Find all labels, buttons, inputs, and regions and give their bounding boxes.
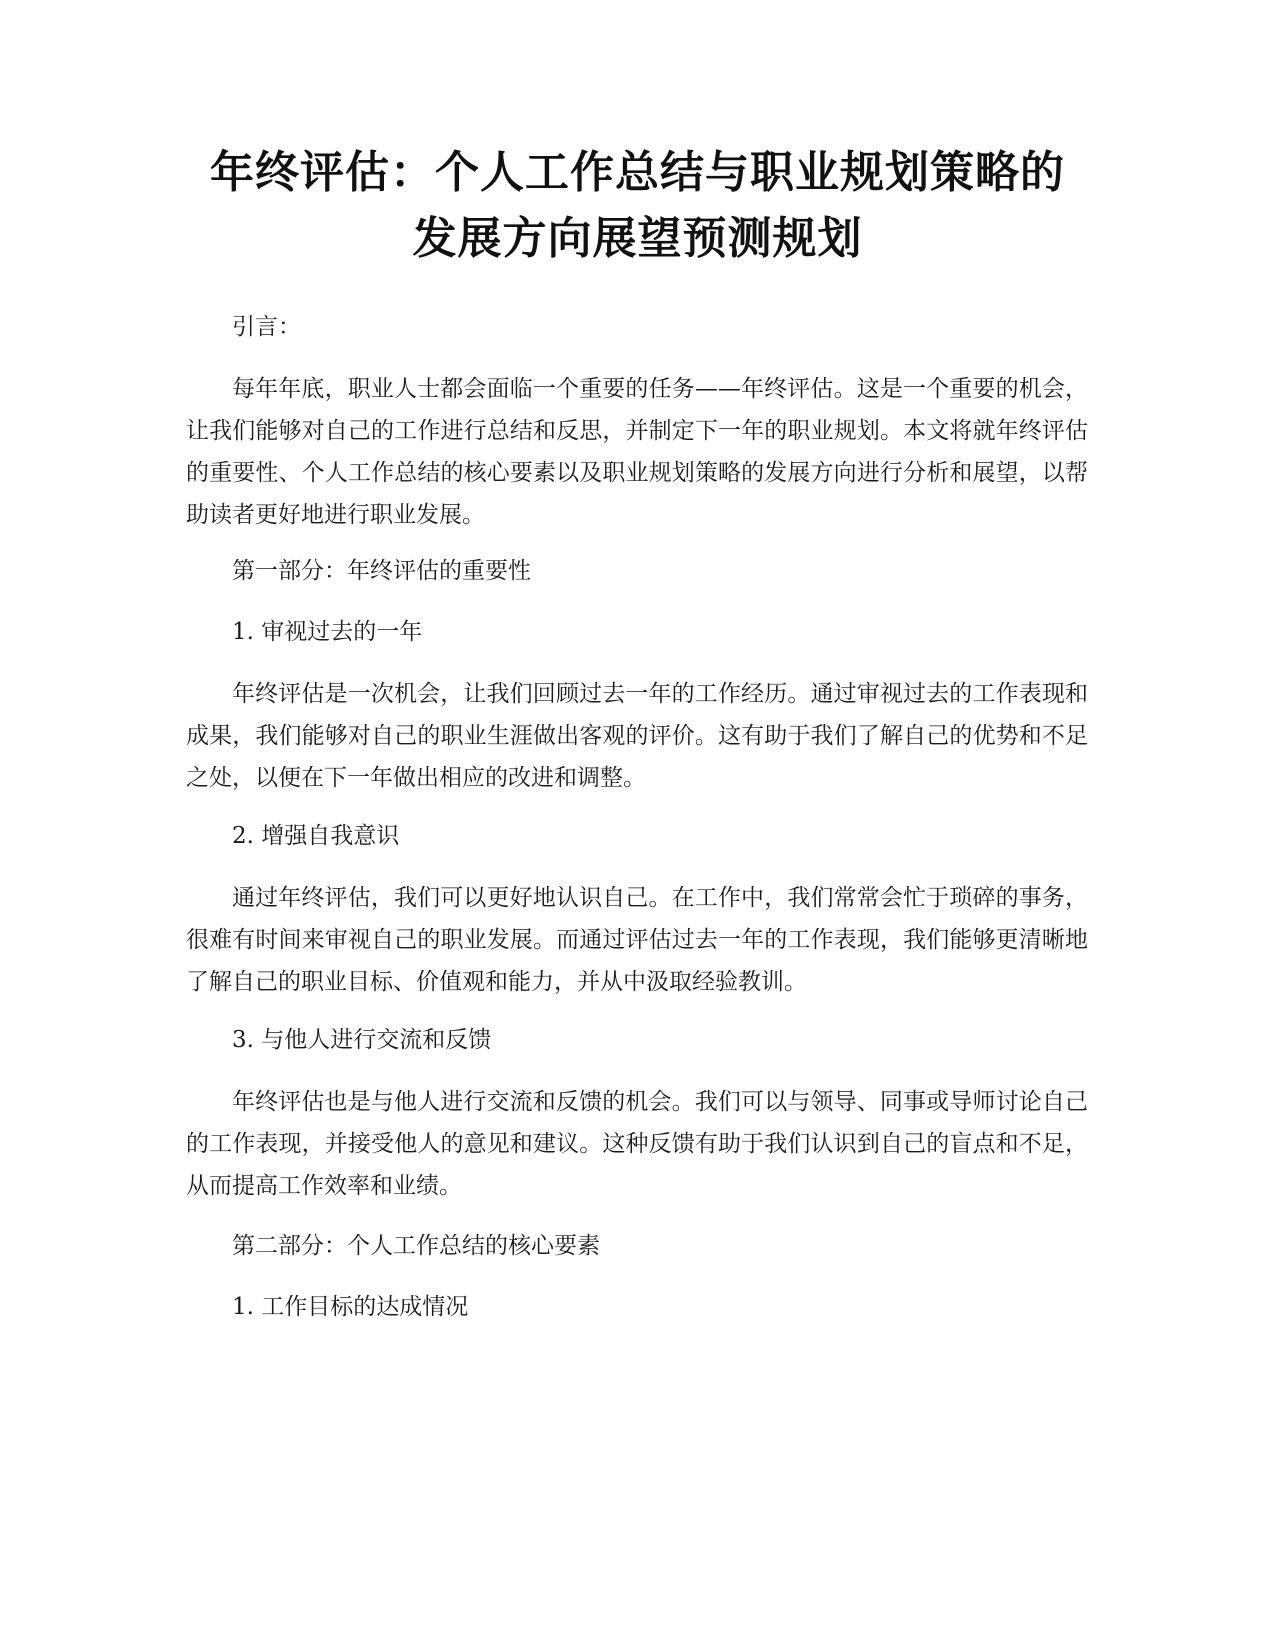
item2-heading: 2. 增强自我意识 <box>232 823 400 849</box>
item2-paragraph: 通过年终评估，我们可以更好地认识自己。在工作中，我们常常会忙于琐碎的事务，很难有时间来审视自己的职业发展。而通过评估过去一年的工作表现，我们能够更清晰地了解自己的职业目标、价值观和能力，并从中汲取经验教训。 <box>186 885 1088 995</box>
intro-paragraph: 每年年底，职业人士都会面临一个重要的任务——年终评估。这是一个重要的机会，让我们能够对自己的工作进行总结和反思，并制定下一年的职业规划。本文将就年终评估的重要性、个人工作总结的核心要素以及职业规划策略的发展方向进行分析和展望，以帮助读者更好地进行职业发展。 <box>186 376 1088 528</box>
item3-paragraph: 年终评估也是与他人进行交流和反馈的机会。我们可以与领导、同事或导师讨论自己的工作表现，并接受他人的意见和建议。这种反馈有助于我们认识到自己的盲点和不足，从而提高工作效率和业绩。 <box>186 1089 1088 1199</box>
item1-paragraph: 年终评估是一次机会，让我们回顾过去一年的工作经历。通过审视过去的工作表现和成果，我们能够对自己的职业生涯做出客观的评价。这有助于我们了解自己的优势和不足之处，以便在下一年做出相应的改进和调整。 <box>186 681 1088 791</box>
document-title <box>150 140 1125 272</box>
part1-heading: 第一部分：年终评估的重要性 <box>232 558 531 584</box>
part2-heading: 第二部分：个人工作总结的核心要素 <box>232 1233 600 1259</box>
item3-heading: 3. 与他人进行交流和反馈 <box>232 1027 492 1053</box>
title-line-1: 年终评估：个人工作总结与职业规划策略的 <box>210 147 1065 198</box>
item1-heading: 1. 审视过去的一年 <box>232 619 423 645</box>
intro-label: 引言： <box>232 314 301 340</box>
part2-item1-heading: 1. 工作目标的达成情况 <box>232 1294 469 1320</box>
title-line-2: 发展方向展望预测规划 <box>412 213 863 264</box>
